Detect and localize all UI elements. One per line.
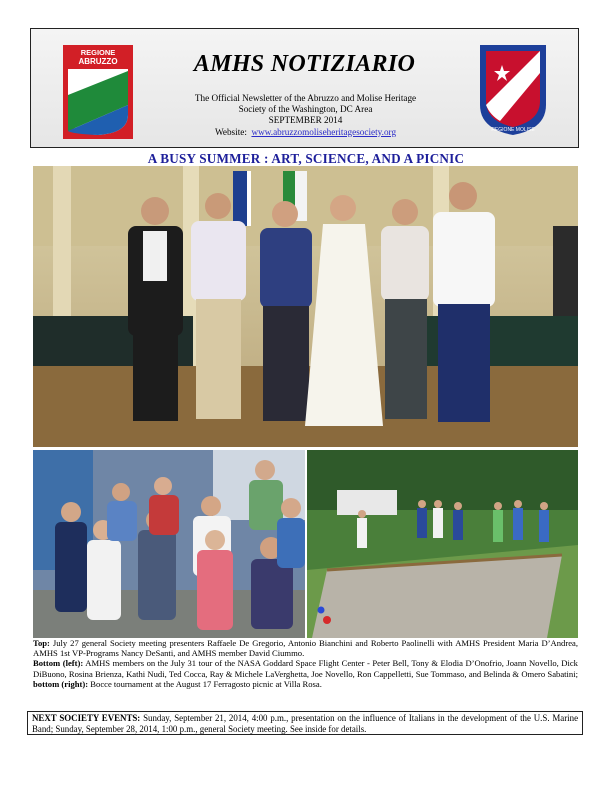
events-text: Sunday, September 21, 2014, 4:00 p.m., presentation on the influence of Italians in the development of the U.S. Marine Band; Sunday, September 28, 2014, 1:00 p.m., general Society meeting. See inside for details.	[32, 713, 579, 734]
events-label: NEXT SOCIETY EVENTS:	[32, 713, 141, 723]
subtitle-line-2: Society of the Washington, DC Area	[238, 104, 373, 115]
website-link[interactable]: www.abruzzomoliseheritagesociety.org	[251, 126, 397, 137]
website-line	[151, 127, 460, 138]
next-events-box	[27, 711, 583, 735]
caption-bottom	[33, 658, 578, 689]
svg-text:ABRUZZO: ABRUZZO	[78, 57, 118, 66]
nasa-tour-photo	[33, 450, 305, 638]
newsletter-title: AMHS NOTIZIARIO	[193, 51, 416, 77]
caption-top-label: Top:	[33, 638, 50, 648]
subtitle-line-1: The Official Newsletter of the Abruzzo and Molise Heritage	[194, 93, 417, 103]
caption-bottom-right-text: Bocce tournament at the August 17 Ferragosto picnic at Villa Rosa.	[90, 678, 322, 689]
issue-date: SEPTEMBER 2014	[268, 115, 343, 126]
caption-top	[33, 638, 578, 658]
masthead-subtitle	[151, 93, 460, 138]
caption-top-text: July 27 general Society meeting presenters Raffaele De Gregorio, Antonio Bianchini and Roberto Paolinelli with AMHS President Maria D’Andrea, AMHS 1st VP-Programs Nancy DeSanti, and AMHS member David Ciummo.	[33, 638, 578, 659]
website-label: Website:	[214, 126, 247, 137]
svg-text:REGIONE MOLISE: REGIONE MOLISE	[491, 127, 535, 133]
caption-bottom-left-text: AMHS members on the July 31 tour of the NASA Goddard Space Flight Center - Peter Bell, Tony & Elodia D’Onofrio, Joann Novello, Dick DiBuono, Rosina Brienza, Kathi Nudi, Ted Cocca, Ray & Michele LaVerghetta, Joe Novello, Ron Cappelletti, Sue Tommaso, and Belinda & Omero Sabatini;	[33, 658, 578, 679]
bocce-photo	[307, 450, 578, 638]
svg-text:REGIONE: REGIONE	[80, 48, 116, 57]
caption-bottom-left-label: Bottom (left):	[33, 658, 84, 669]
caption-bottom-right-label: bottom (right):	[33, 678, 89, 689]
photo-captions	[33, 638, 578, 689]
feature-headline: A BUSY SUMMER : ART, SCIENCE, AND A PICNIC	[147, 151, 465, 166]
top-group-photo	[33, 166, 578, 447]
masthead	[30, 28, 579, 148]
